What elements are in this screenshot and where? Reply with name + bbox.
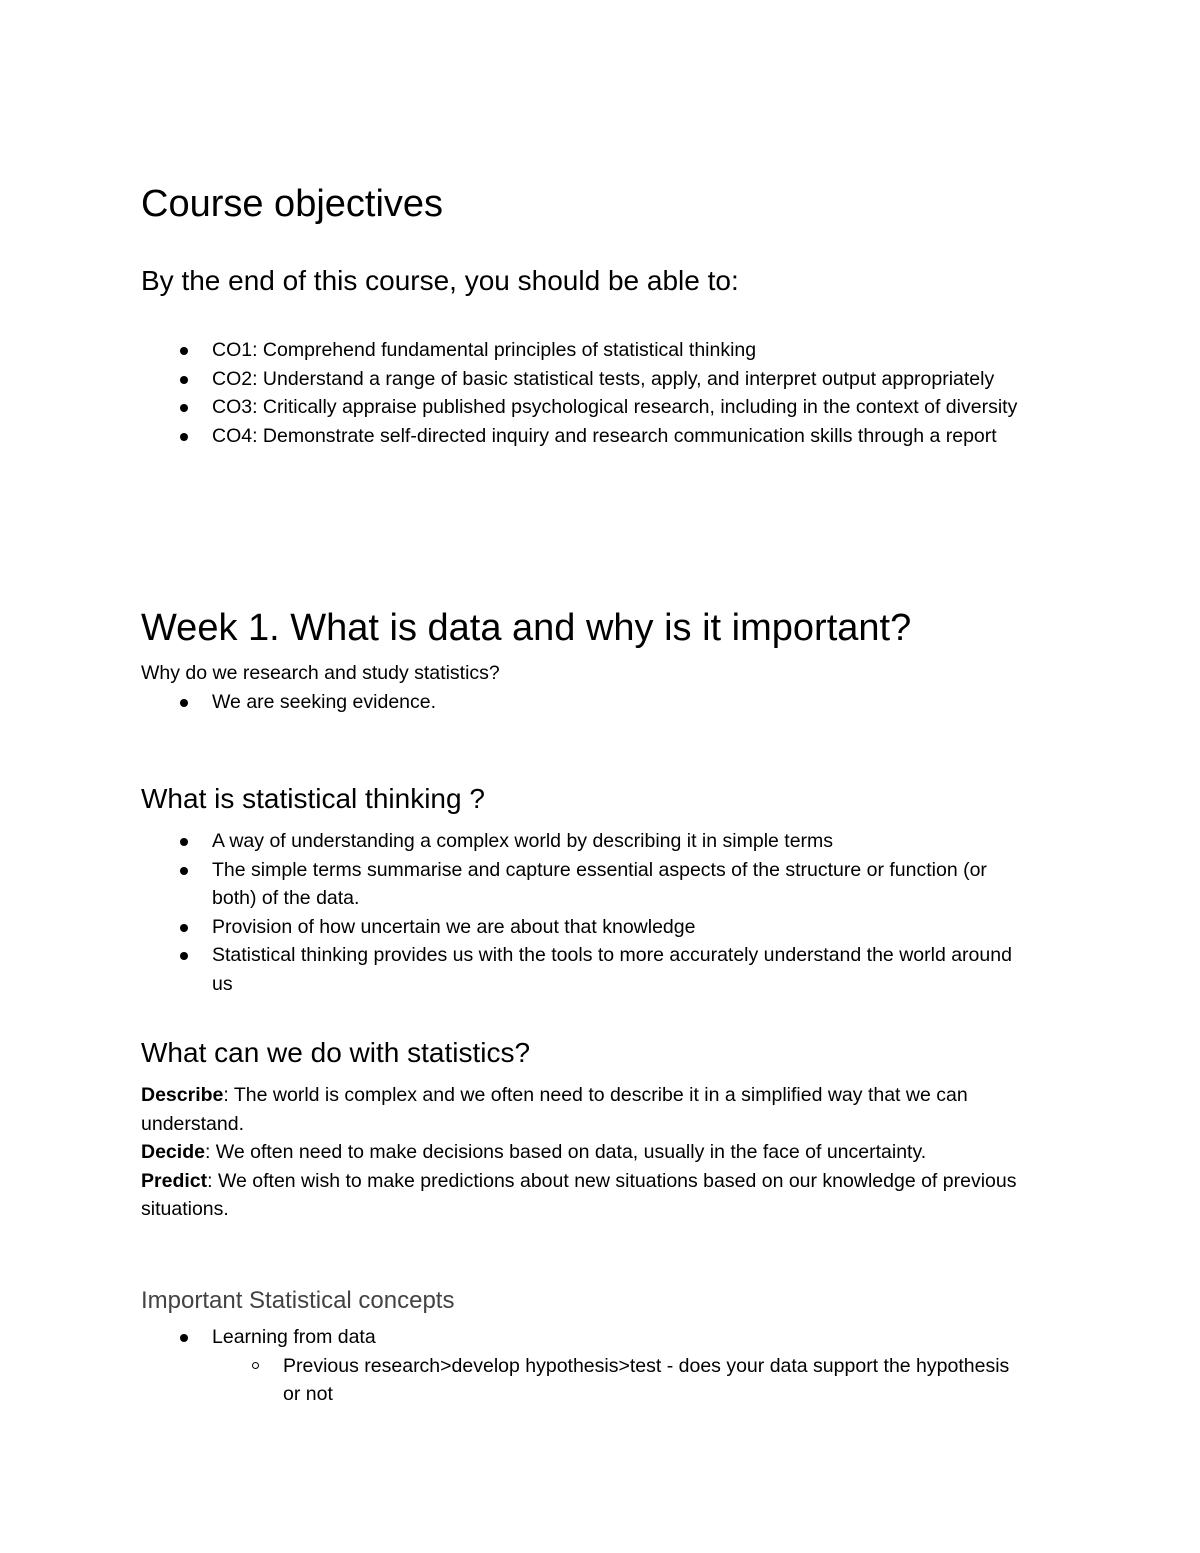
list-item: CO3: Critically appraise published psychological research, including in the context of diversity bbox=[141, 393, 1021, 422]
what-can-we-do-body bbox=[141, 1081, 1061, 1224]
concepts-heading: Important Statistical concepts bbox=[141, 1287, 455, 1314]
list-item: CO2: Understand a range of basic statistical tests, apply, and interpret output appropriately bbox=[141, 365, 1021, 394]
course-objectives-list bbox=[141, 336, 1021, 450]
concepts-list bbox=[141, 1323, 1021, 1409]
list-item: CO1: Comprehend fundamental principles of statistical thinking bbox=[141, 336, 1021, 365]
list-item: CO4: Demonstrate self-directed inquiry and research communication skills through a report bbox=[141, 422, 1021, 451]
list-item: We are seeking evidence. bbox=[141, 688, 1021, 717]
hollow-bullet-icon bbox=[252, 1362, 259, 1369]
bullet-icon bbox=[180, 1334, 188, 1342]
bullet-icon bbox=[180, 867, 188, 875]
bullet-icon bbox=[180, 699, 188, 707]
week1-list bbox=[141, 688, 1021, 717]
describe-paragraph: Describe: The world is complex and we often need to describe it in a simplified way that we can understand. bbox=[141, 1084, 968, 1135]
list-item: Provision of how uncertain we are about that knowledge bbox=[141, 913, 1021, 942]
decide-term: Decide bbox=[141, 1141, 205, 1163]
sub-list-item: Previous research>develop hypothesis>test - does your data support the hypothesis or not bbox=[141, 1352, 1021, 1409]
bullet-icon bbox=[180, 924, 188, 932]
bullet-icon bbox=[180, 952, 188, 960]
course-objectives-intro: By the end of this course, you should be able to: bbox=[141, 265, 739, 296]
list-item: Learning from data bbox=[141, 1323, 1021, 1352]
bullet-icon bbox=[180, 376, 188, 384]
course-objectives-heading: Course objectives bbox=[141, 183, 444, 225]
list-item: Statistical thinking provides us with the tools to more accurately understand the world around us bbox=[141, 941, 1021, 998]
what-can-we-do-heading: What can we do with statistics? bbox=[141, 1037, 531, 1068]
bullet-icon bbox=[180, 838, 188, 846]
list-item: The simple terms summarise and capture essential aspects of the structure or function (or both) of the data. bbox=[141, 856, 1021, 913]
bullet-icon bbox=[180, 347, 188, 355]
list-item: A way of understanding a complex world by describing it in simple terms bbox=[141, 827, 1021, 856]
predict-term: Predict bbox=[141, 1169, 208, 1192]
bullet-icon bbox=[180, 404, 188, 412]
bullet-icon bbox=[180, 433, 188, 441]
week1-heading: Week 1. What is data and why is it important? bbox=[141, 607, 912, 649]
statistical-thinking-heading: What is statistical thinking ? bbox=[141, 783, 485, 814]
describe-term: Describe bbox=[141, 1084, 224, 1106]
predict-paragraph: Predict: We often wish to make predictions about new situations based on our knowledge of previous situations. bbox=[141, 1169, 1017, 1220]
decide-paragraph: Decide: We often need to make decisions based on data, usually in the face of uncertainty. bbox=[141, 1141, 927, 1163]
week1-question: Why do we research and study statistics? bbox=[141, 662, 500, 684]
statistical-thinking-list bbox=[141, 827, 1021, 998]
